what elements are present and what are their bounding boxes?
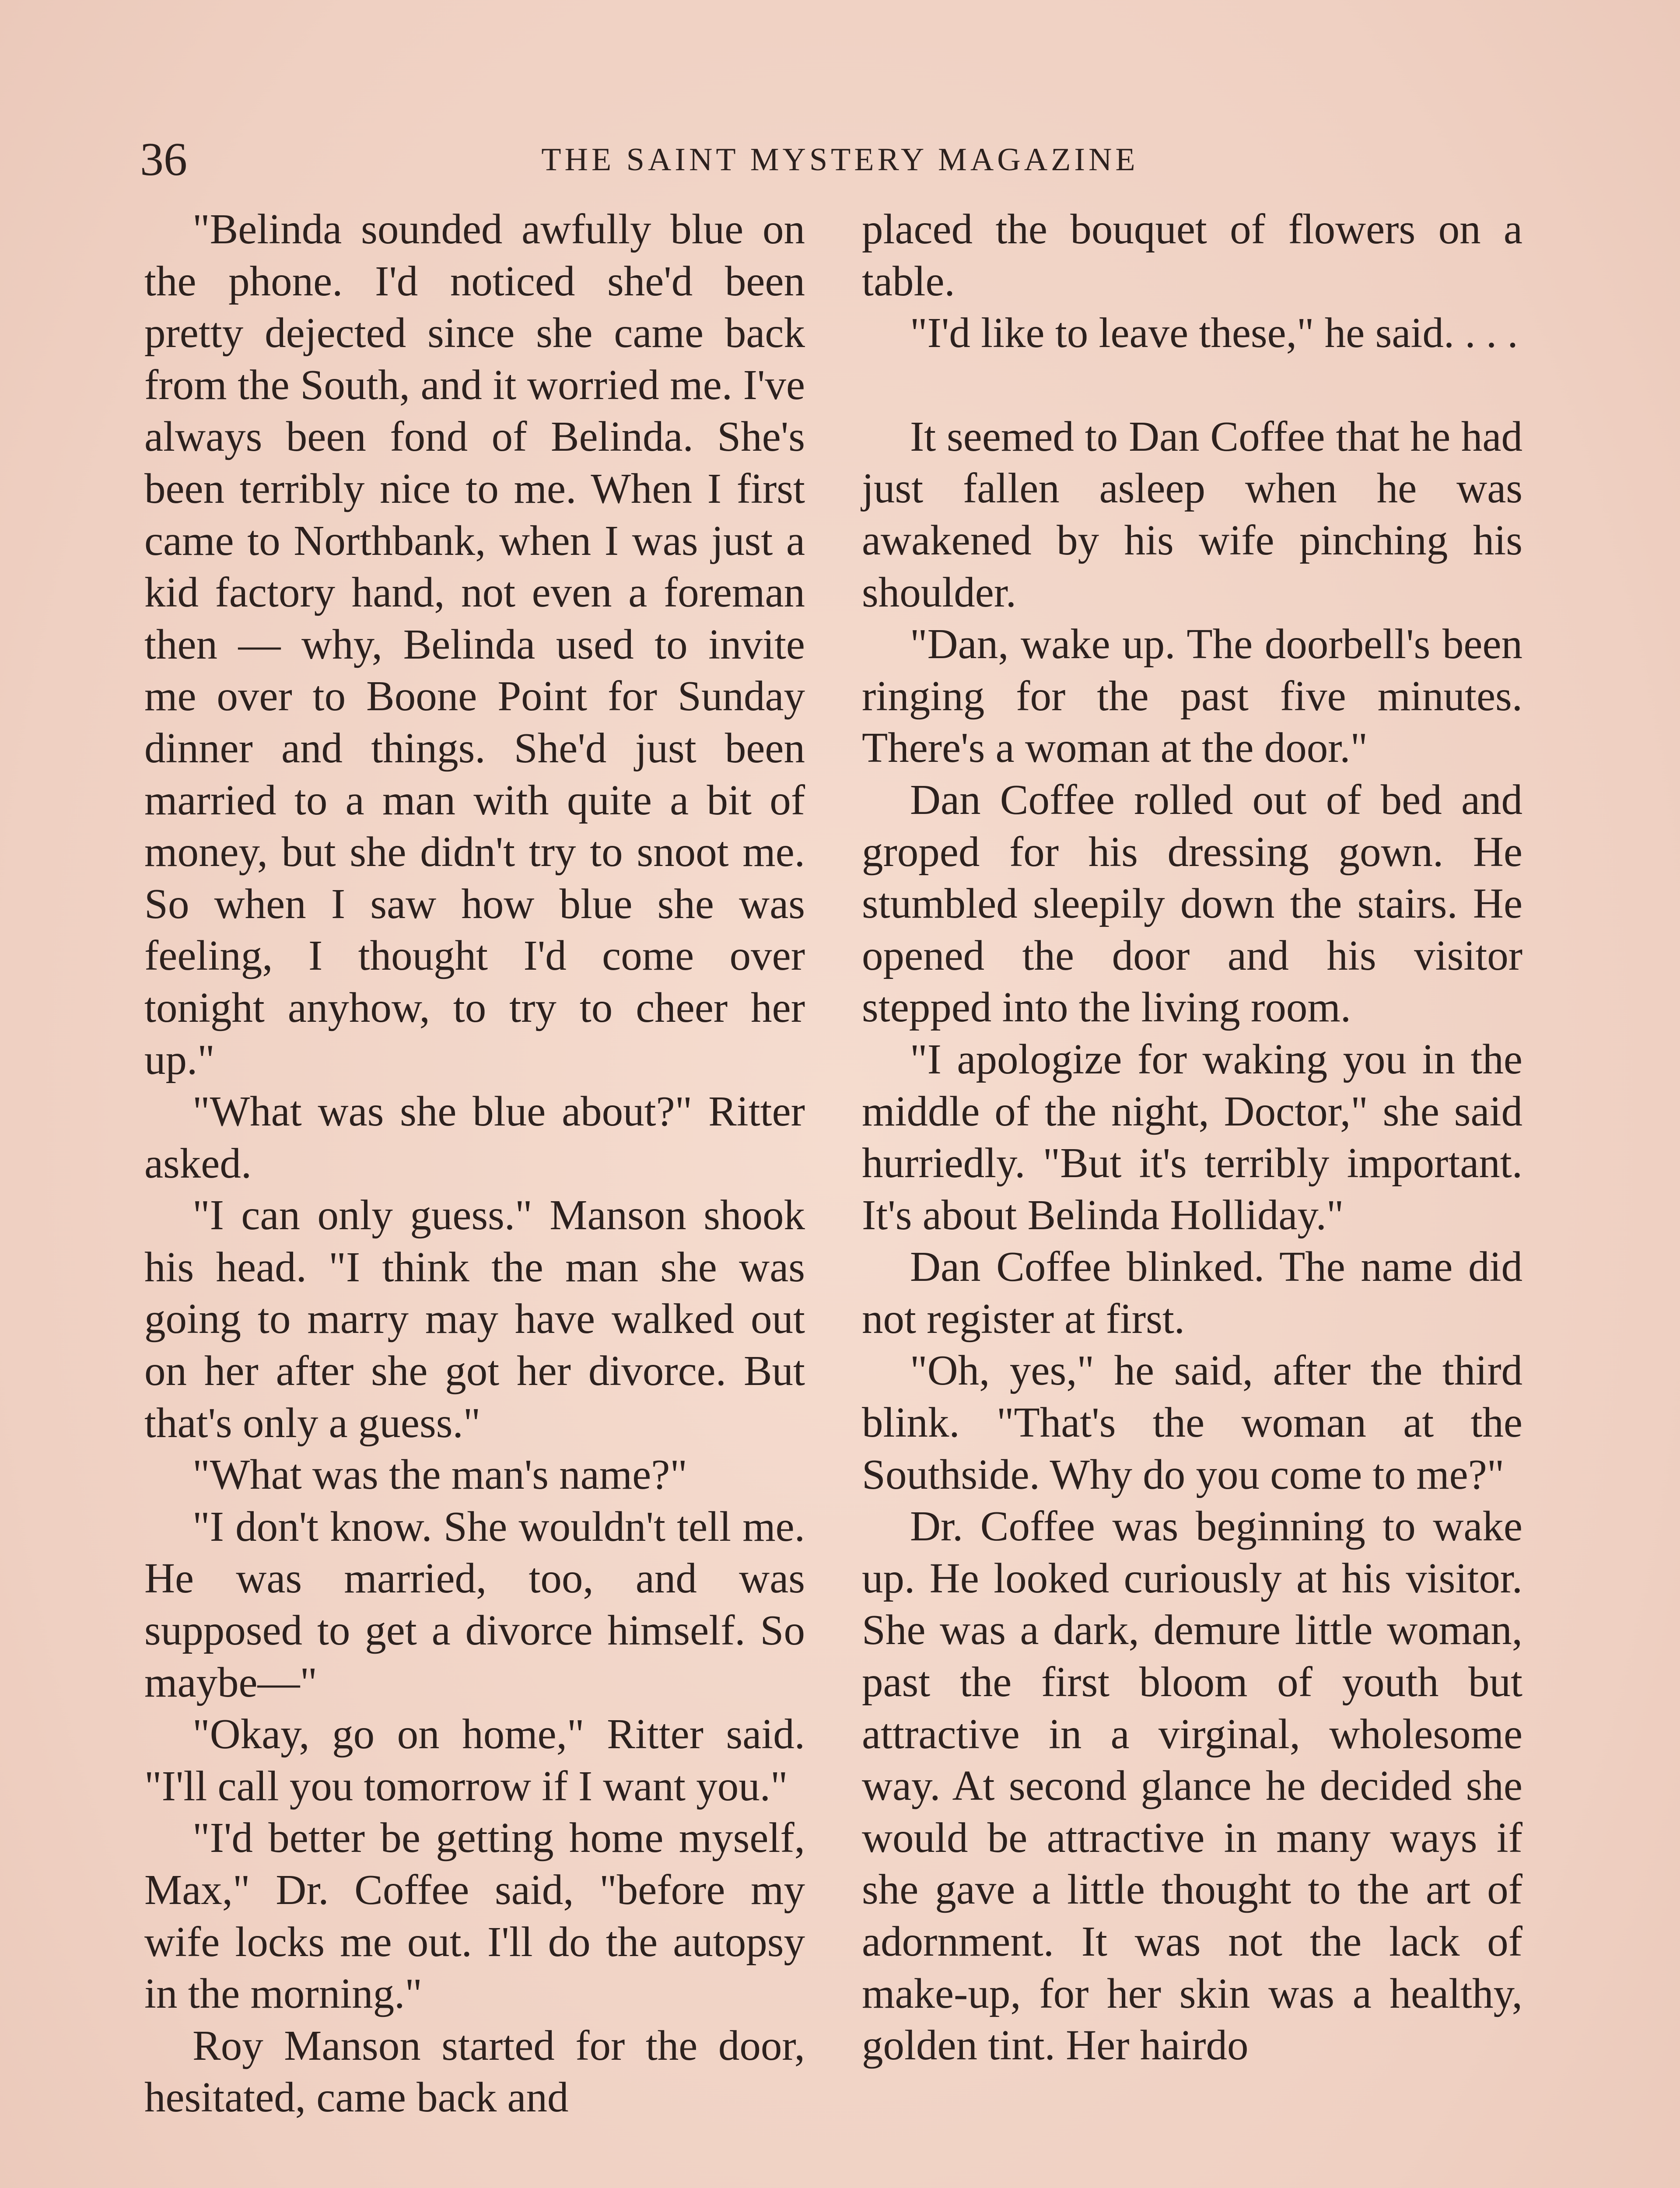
paragraph: "What was she blue about?" Ritter asked. (144, 1088, 805, 1187)
paragraph: Dan Coffee rolled out of bed and groped for his dressing gown. He stumbled sleepily down the stairs. He opened the door and his visitor stepped into the living room. (862, 776, 1522, 1031)
paragraph: Dr. Coffee was beginning to wake up. He looked curiously at his visitor. She was a dark, demure little woman, past the first bloom of youth but attractive in a virginal, wholesome way. At second glance he decided she would be attractive in many ways if she gave a little thought to the art of adornment. It was not the lack of make-up, for her skin was a healthy, golden tint. Her hairdo (862, 1503, 1522, 2069)
paragraph: "Okay, go on home," Ritter said. "I'll call you tomorrow if I want you." (144, 1711, 805, 1809)
paragraph: "I apologize for waking you in the middle of the night, Doctor," she said hurriedly. "But it's terribly important. It's about Belinda Holliday." (862, 1035, 1522, 1238)
running-head: THE SAINT MYSTERY MAGAZINE (541, 142, 1139, 178)
paragraph: "Dan, wake up. The doorbell's been ringing for the past five minutes. There's a woman at the door." (862, 621, 1522, 771)
paragraph: Dan Coffee blinked. The name did not register at first. (862, 1243, 1522, 1342)
paragraph: "What was the man's name?" (192, 1451, 687, 1498)
paragraph: placed the bouquet of flowers on a table. (862, 206, 1522, 305)
paragraph: "Oh, yes," he said, after the third blink. "That's the woman at the Southside. Why do you come to me?" (862, 1347, 1522, 1498)
paragraph: "I'd like to leave these," he said. . . . (910, 309, 1518, 357)
paragraph: "I don't know. She wouldn't tell me. He was married, too, and was supposed to get a divorce himself. So maybe—" (144, 1503, 805, 1706)
paragraph: "Belinda sounded awfully blue on the phone. I'd noticed she'd been pretty dejected since she came back from the South, and it worried me. I've always been fond of Belinda. She's been terribly nice to me. When I first came to Northbank, when I was just a kid factory hand, not even a foreman then — why, Belinda used to invite me over to Boone Point for Sunday dinner and things. She'd just been married to a man with quite a bit of money, but she didn't try to snoot me. So when I saw how blue she was feeling, I thought I'd come over tonight anyhow, to try to cheer her up." (144, 206, 805, 1083)
page-header (140, 129, 1540, 190)
right-column (862, 203, 1522, 2072)
left-column (144, 203, 805, 2124)
page-number: 36 (140, 133, 187, 186)
paragraph: Roy Manson started for the door, hesitated, came back and (144, 2022, 805, 2121)
paragraph: "I can only guess." Manson shook his head. "I think the man she was going to marry may have walked out on her after she got her divorce. But that's only a guess." (144, 1192, 805, 1446)
paragraph: It seemed to Dan Coffee that he had just fallen asleep when he was awakened by his wife pinching his shoulder. (862, 413, 1522, 616)
paragraph: "I'd better be getting home myself, Max," Dr. Coffee said, "before my wife locks me out. I'll do the autopsy in the morning." (144, 1814, 805, 2017)
